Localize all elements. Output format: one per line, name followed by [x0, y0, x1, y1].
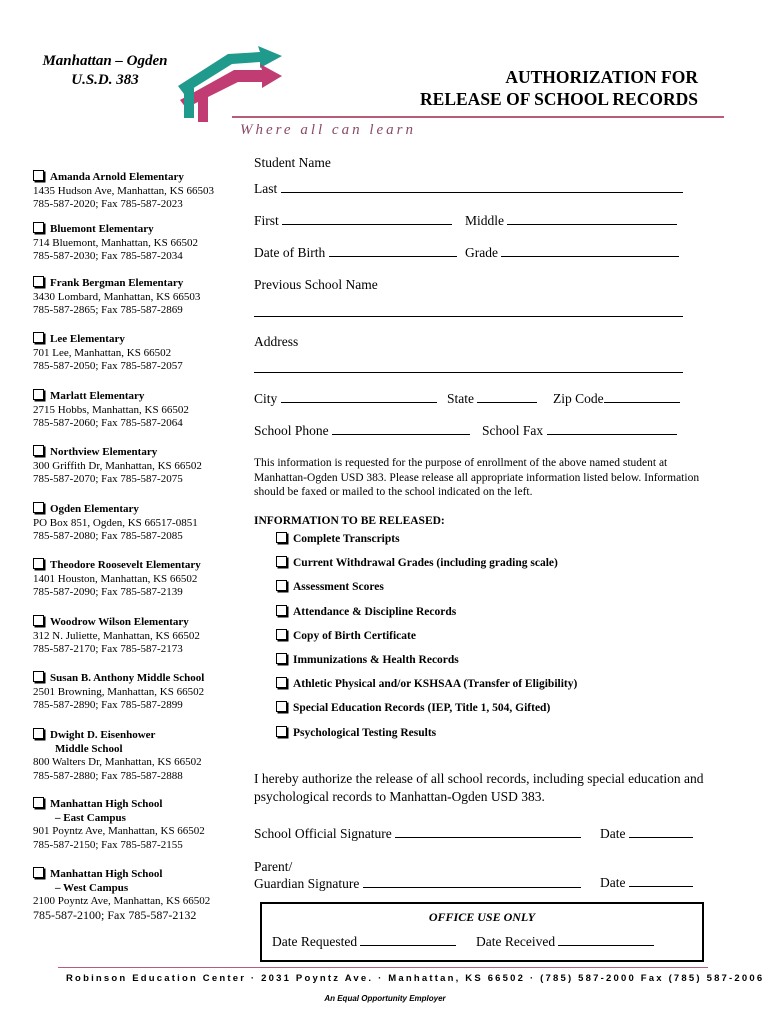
school-name: Manhattan High School — [50, 798, 163, 810]
guardian-signature-label: Guardian Signature — [254, 876, 360, 891]
school-entry[interactable] — [33, 615, 200, 657]
footer-address: Robinson Education Center · 2031 Poyntz Ave. · Manhattan, KS 66502 · (785) 587-2000 Fax (785) 587-2006 — [66, 973, 765, 984]
info-item-label: Assessment Scores — [293, 581, 384, 594]
guardian-signature-line[interactable] — [363, 886, 581, 888]
school-checkbox[interactable] — [33, 445, 44, 456]
zip-label: Zip Code — [553, 391, 604, 406]
date-received-line[interactable] — [558, 944, 654, 946]
school-phone-field[interactable] — [254, 423, 470, 439]
school-phone-fax: 785-587-2080; Fax 785-587-2085 — [33, 530, 183, 542]
official-date-line[interactable] — [629, 836, 693, 838]
logo-bar-teal — [184, 88, 194, 118]
state-label: State — [447, 391, 474, 406]
equal-opportunity-note: An Equal Opportunity Employer — [324, 994, 446, 1003]
official-signature-field[interactable] — [254, 826, 581, 842]
grade-label: Grade — [465, 245, 498, 260]
school-phone-fax: 785-587-2100; Fax 785-587-2132 — [33, 907, 197, 922]
school-phone-fax: 785-587-2050; Fax 785-587-2057 — [33, 360, 183, 372]
info-item[interactable] — [276, 629, 416, 642]
school-name: Amanda Arnold Elementary — [50, 171, 184, 183]
prev-school-line[interactable] — [254, 316, 683, 317]
date-received-field[interactable] — [476, 934, 654, 950]
info-item-label: Special Education Records (IEP, Title 1, 504, Gifted) — [293, 702, 551, 715]
school-address: 2715 Hobbs, Manhattan, KS 66502 — [33, 403, 189, 416]
middle-line[interactable] — [507, 223, 677, 225]
school-address: 800 Walters Dr, Manhattan, KS 66502 — [33, 756, 202, 768]
school-entry[interactable] — [33, 502, 198, 544]
state-line[interactable] — [477, 401, 537, 403]
info-item[interactable] — [276, 580, 384, 593]
district-logo — [170, 44, 285, 124]
school-entry[interactable] — [33, 170, 214, 212]
info-heading: INFORMATION TO BE RELEASED: — [254, 515, 445, 527]
school-phone-fax: 785-587-2060; Fax 785-587-2064 — [33, 417, 183, 429]
footer-rule — [58, 967, 708, 968]
info-checkbox[interactable] — [276, 580, 287, 591]
last-label: Last — [254, 181, 278, 196]
last-name-field[interactable] — [254, 181, 683, 197]
school-phone-fax: 785-587-2865; Fax 785-587-2869 — [33, 304, 183, 316]
official-signature-line[interactable] — [395, 836, 581, 838]
school-checkbox[interactable] — [33, 728, 44, 739]
authorization-statement: I hereby authorize the release of all school records, including special education and psychological records to Manhattan-Ogden USD 383. — [254, 771, 704, 804]
school-address: 2501 Browning, Manhattan, KS 66502 — [33, 685, 205, 698]
last-line[interactable] — [281, 191, 683, 193]
dob-label: Date of Birth — [254, 245, 326, 260]
city-line[interactable] — [281, 401, 437, 403]
date-received-label: Date Received — [476, 934, 556, 949]
school-checkbox[interactable] — [33, 276, 44, 287]
school-checkbox[interactable] — [33, 671, 44, 682]
school-address: 714 Bluemont, Manhattan, KS 66502 — [33, 236, 198, 249]
header-rule — [232, 116, 724, 118]
school-fax-line[interactable] — [547, 433, 677, 435]
school-name: Northview Elementary — [50, 446, 158, 458]
school-entry[interactable] — [33, 797, 205, 852]
info-item-label: Attendance & Discipline Records — [293, 605, 457, 618]
school-entry[interactable] — [33, 445, 202, 487]
first-label: First — [254, 213, 279, 228]
school-phone-fax: 785-587-2090; Fax 785-587-2139 — [33, 586, 183, 598]
school-name: Lee Elementary — [50, 333, 125, 345]
info-item[interactable] — [276, 653, 459, 666]
school-name: Susan B. Anthony Middle School — [50, 672, 205, 684]
zip-line[interactable] — [604, 401, 680, 403]
guardian-signature-field[interactable] — [254, 858, 581, 892]
school-address: 312 N. Juliette, Manhattan, KS 66502 — [33, 629, 200, 642]
info-checkbox[interactable] — [276, 629, 287, 640]
info-item-label: Athletic Physical and/or KSHSAA (Transfer of Eligibility) — [293, 678, 578, 691]
school-address: PO Box 851, Ogden, KS 66517-0851 — [33, 516, 198, 529]
district-name-line: Manhattan – Ogden — [42, 53, 168, 69]
info-item-label: Immunizations & Health Records — [293, 654, 459, 666]
tagline: Where all can learn — [240, 122, 416, 138]
school-entry[interactable] — [33, 389, 189, 431]
guardian-date-line[interactable] — [629, 885, 693, 887]
guardian-date-field[interactable] — [600, 875, 693, 891]
school-phone-fax: 785-587-2880; Fax 785-587-2888 — [33, 769, 183, 782]
school-phone-fax: 785-587-2070; Fax 785-587-2075 — [33, 473, 183, 485]
school-address: 3430 Lombard, Manhattan, KS 66503 — [33, 290, 201, 303]
address-label: Address — [254, 334, 299, 349]
info-item[interactable] — [276, 726, 436, 739]
address-line[interactable] — [254, 372, 683, 373]
info-item-label: Copy of Birth Certificate — [293, 629, 416, 642]
school-address: 701 Lee, Manhattan, KS 66502 — [33, 346, 172, 359]
school-name: Marlatt Elementary — [50, 390, 145, 402]
school-fax-field[interactable] — [482, 423, 677, 439]
school-phone-label: School Phone — [254, 423, 329, 438]
info-item[interactable] — [276, 556, 558, 569]
school-name-line-2: – East Campus — [55, 811, 126, 824]
request-paragraph: This information is requested for the purpose of enrollment of the above named student at Manhattan-Ogden USD 383. Please release all appropriate information listed below. Information should be faxed or mailed to the school indicated on the left. — [254, 457, 700, 498]
school-entry[interactable] — [33, 867, 210, 922]
info-checkbox[interactable] — [276, 653, 287, 664]
student-name-label: Student Name — [254, 155, 331, 170]
info-checkbox[interactable] — [276, 677, 287, 688]
zip-field[interactable] — [553, 391, 680, 407]
info-item-label: Complete Transcripts — [293, 533, 400, 545]
logo-bar-magenta — [198, 94, 208, 122]
school-entry[interactable] — [33, 276, 200, 318]
info-item[interactable] — [276, 677, 577, 690]
date-requested-label: Date Requested — [272, 934, 358, 949]
parent-label: Parent/ — [254, 859, 293, 874]
official-date-label: Date — [600, 826, 626, 841]
school-name: Frank Bergman Elementary — [50, 277, 184, 289]
office-use-heading: OFFICE USE ONLY — [428, 910, 536, 924]
school-checkbox[interactable] — [33, 389, 44, 400]
school-checkbox[interactable] — [33, 797, 44, 808]
school-entry[interactable] — [33, 671, 204, 713]
middle-name-field[interactable] — [465, 213, 677, 229]
info-item[interactable] — [276, 701, 550, 714]
prev-school-label: Previous School Name — [254, 277, 378, 292]
info-checkbox[interactable] — [276, 726, 287, 737]
info-checkbox[interactable] — [276, 556, 287, 567]
info-item-label: Current Withdrawal Grades (including grading scale) — [293, 557, 558, 570]
school-checkbox[interactable] — [33, 867, 44, 878]
city-field[interactable] — [254, 391, 437, 407]
school-checkbox[interactable] — [33, 170, 44, 181]
school-phone-fax: 785-587-2150; Fax 785-587-2155 — [33, 838, 183, 851]
school-phone-fax: 785-587-2020; Fax 785-587-2023 — [33, 198, 183, 210]
dob-line[interactable] — [329, 255, 457, 257]
office-use-box — [260, 902, 704, 962]
dob-field[interactable] — [254, 245, 457, 261]
info-item[interactable] — [276, 605, 456, 618]
school-name-line-2: – West Campus — [55, 881, 129, 894]
school-name: Ogden Elementary — [50, 503, 139, 515]
grade-line[interactable] — [501, 255, 679, 257]
school-address: 1401 Houston, Manhattan, KS 66502 — [33, 572, 198, 585]
info-item[interactable] — [276, 532, 400, 545]
school-entry[interactable] — [33, 332, 183, 374]
first-name-field[interactable] — [254, 213, 452, 229]
official-date-field[interactable] — [600, 826, 693, 842]
school-phone-fax: 785-587-2030; Fax 785-587-2034 — [33, 250, 183, 262]
school-phone-fax: 785-587-2170; Fax 785-587-2173 — [33, 643, 183, 655]
date-requested-field[interactable] — [272, 934, 456, 950]
school-checkbox[interactable] — [33, 615, 44, 626]
school-checkbox[interactable] — [33, 222, 44, 233]
school-address: 2100 Poyntz Ave, Manhattan, KS 66502 — [33, 895, 211, 907]
info-checkbox[interactable] — [276, 701, 287, 712]
city-label: City — [254, 391, 278, 406]
info-item-label: Psychological Testing Results — [293, 726, 437, 739]
school-entry[interactable] — [33, 558, 201, 600]
middle-label: Middle — [465, 213, 504, 228]
school-checkbox[interactable] — [33, 558, 44, 569]
first-line[interactable] — [282, 223, 452, 225]
school-fax-label: School Fax — [482, 423, 544, 438]
official-signature-label: School Official Signature — [254, 826, 392, 841]
title-line-1: AUTHORIZATION FOR — [505, 67, 698, 87]
grade-field[interactable] — [465, 245, 679, 261]
school-entry[interactable] — [33, 728, 202, 783]
school-checkbox[interactable] — [33, 502, 44, 513]
guardian-date-label: Date — [600, 875, 626, 890]
school-name: Woodrow Wilson Elementary — [50, 616, 189, 628]
title-line-2: RELEASE OF SCHOOL RECORDS — [420, 89, 698, 109]
info-checkbox[interactable] — [276, 605, 287, 616]
info-checkbox[interactable] — [276, 532, 287, 543]
school-name: Dwight D. Eisenhower — [50, 729, 156, 741]
page-title — [338, 66, 698, 110]
district-number: U.S.D. 383 — [71, 72, 139, 88]
school-name: Bluemont Elementary — [50, 223, 154, 235]
school-name: Theodore Roosevelt Elementary — [50, 559, 201, 571]
school-entry[interactable] — [33, 222, 198, 264]
school-name: Manhattan High School — [50, 868, 163, 880]
district-name — [40, 52, 170, 90]
school-checkbox[interactable] — [33, 332, 44, 343]
school-address: 901 Poyntz Ave, Manhattan, KS 66502 — [33, 825, 205, 837]
school-name-line-2: Middle School — [55, 742, 123, 755]
school-phone-line[interactable] — [332, 433, 470, 435]
date-requested-line[interactable] — [360, 944, 456, 946]
state-field[interactable] — [447, 391, 537, 407]
school-address: 300 Griffith Dr, Manhattan, KS 66502 — [33, 459, 202, 472]
school-address: 1435 Hudson Ave, Manhattan, KS 66503 — [33, 184, 214, 197]
school-phone-fax: 785-587-2890; Fax 785-587-2899 — [33, 699, 183, 711]
